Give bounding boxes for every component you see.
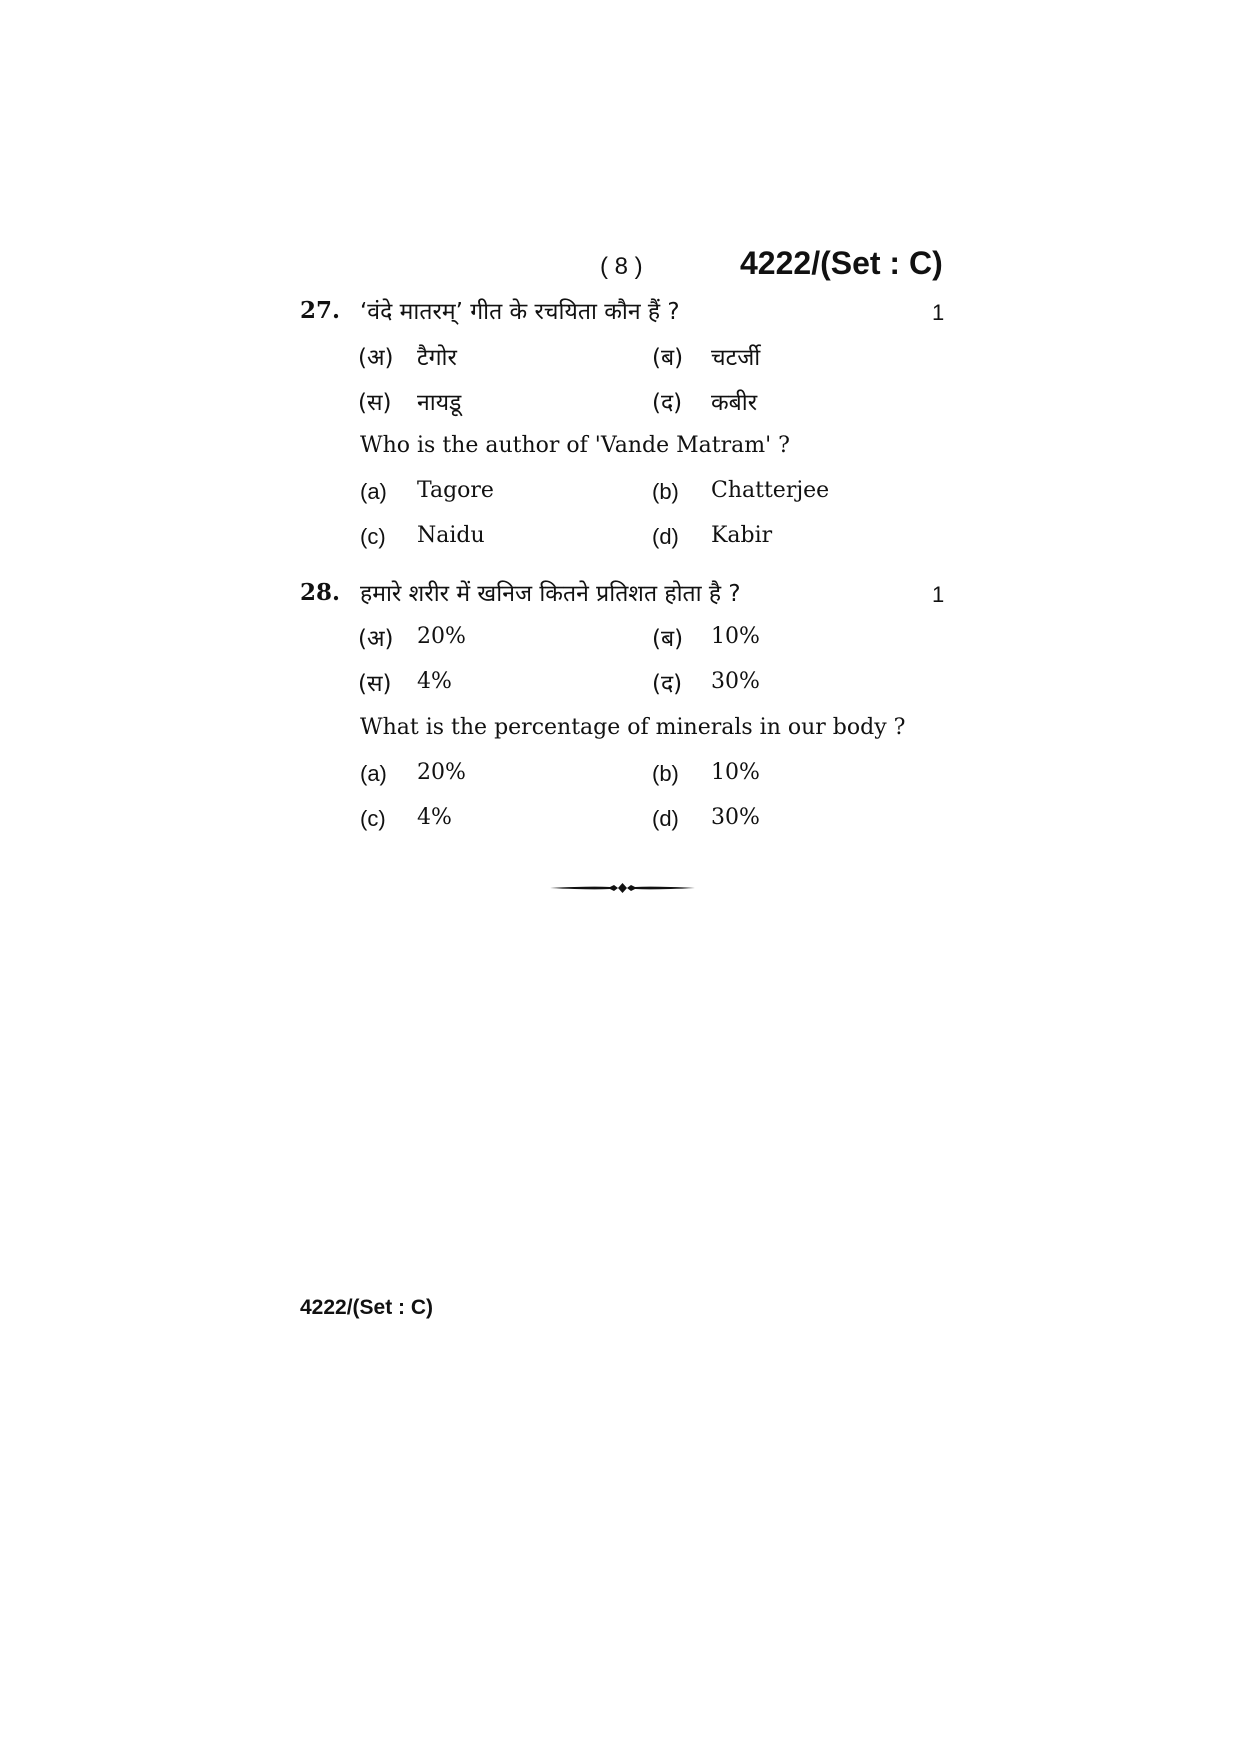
footer-paper-code: 4222/(Set : C) (300, 1296, 434, 1319)
option-text: 4% (417, 669, 452, 694)
option-text: 20% (417, 624, 466, 649)
question-number: 28. (300, 579, 341, 606)
option-label: (d) (652, 806, 679, 831)
option-label: (d) (652, 524, 679, 549)
question-text-hindi: ‘वंदे मातरम्’ गीत के रचयिता कौन हैं ? (360, 299, 680, 325)
paper-code: 4222/(Set : C) (740, 245, 943, 281)
option-label: (अ) (358, 345, 394, 371)
option-text: कबीर (711, 390, 758, 416)
option-text: Chatterjee (711, 478, 830, 503)
option-text: 30% (711, 805, 760, 830)
option-text: 4% (417, 805, 452, 830)
option-text: नायडू (417, 390, 462, 416)
end-ornament-icon (550, 880, 695, 896)
option-text: 20% (417, 760, 466, 785)
option-text: 10% (711, 624, 760, 649)
page-number: ( 8 ) (600, 253, 643, 280)
option-label: (स) (358, 390, 392, 416)
option-label: (c) (360, 806, 386, 831)
option-text: Tagore (417, 478, 494, 503)
option-label: (a) (360, 761, 387, 786)
option-label: (b) (652, 479, 679, 504)
option-text: Kabir (711, 523, 773, 548)
option-label: (ब) (652, 626, 684, 652)
option-text: टैगोर (417, 345, 457, 371)
question-text-english: What is the percentage of minerals in our body ? (360, 715, 906, 740)
option-label: (द) (652, 390, 683, 416)
option-label: (ब) (652, 345, 684, 371)
question-text-english: Who is the author of 'Vande Matram' ? (360, 433, 790, 458)
option-label: (स) (358, 671, 392, 697)
option-label: (अ) (358, 626, 394, 652)
option-label: (b) (652, 761, 679, 786)
option-text: 30% (711, 669, 760, 694)
option-label: (a) (360, 479, 387, 504)
question-number: 27. (300, 297, 341, 324)
option-label: (द) (652, 671, 683, 697)
option-label: (c) (360, 524, 386, 549)
option-text: Naidu (417, 523, 485, 548)
question-marks: 1 (932, 582, 945, 607)
question-text-hindi: हमारे शरीर में खनिज कितने प्रतिशत होता है ? (360, 581, 741, 607)
question-marks: 1 (932, 300, 945, 325)
option-text: 10% (711, 760, 760, 785)
option-text: चटर्जी (711, 345, 761, 371)
